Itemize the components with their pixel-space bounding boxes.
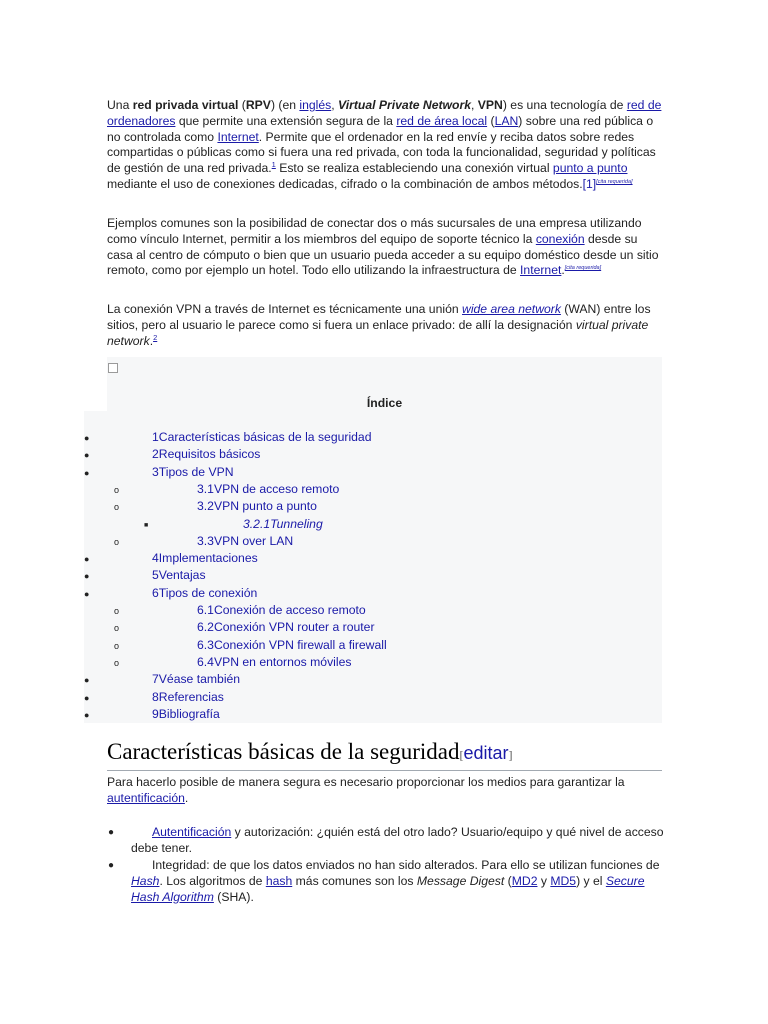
toc-label: VPN punto a punto bbox=[213, 499, 317, 514]
toc-number: 2 bbox=[152, 447, 159, 462]
toc-label: Conexión VPN firewall a firewall bbox=[213, 637, 387, 652]
cita-requerida[interactable]: [cita requerida] bbox=[596, 178, 633, 185]
toc-label: VPN over LAN bbox=[213, 533, 294, 548]
toc-item-7[interactable] bbox=[152, 672, 240, 688]
list-bullet: ● bbox=[108, 827, 115, 838]
toc-number: 3.3 bbox=[197, 533, 214, 548]
toc-label: Tipos de conexión bbox=[158, 585, 258, 600]
toc-item-3-1[interactable] bbox=[197, 482, 339, 498]
intro-paragraph-1: Una red privada virtual (RPV) (en inglés, Virtual Private Network, VPN) es una tecnología de red de ordenadores que permite una extensión segura de la red de área local (LAN) sobre una red pública o no controlada como Internet. Permite que el ordenador en la red envíe y reciba datos sobre redes compartidas o públicas como si fuera una red privada, con toda la funcionalidad, seguridad y políticas de gestión de una red privada.$^1$ Esto se realiza estableciendo una conexión virtual punto a punto mediante el uso de conexiones dedicadas, cifrado o la combinación de ambos métodos.[1][cita requerida] bbox=[107, 98, 662, 191]
toc-item-3-2[interactable] bbox=[197, 499, 317, 515]
reference-1[interactable]: [1] bbox=[582, 176, 597, 191]
toc-bullet: ● bbox=[84, 571, 90, 582]
cita-requerida-2[interactable]: [cita requerida] bbox=[564, 265, 602, 272]
toc-item-5[interactable] bbox=[152, 568, 206, 584]
toc-label: Implementaciones bbox=[158, 551, 258, 566]
toc-bullet: o bbox=[114, 640, 120, 651]
intro-paragraph-3: La conexión VPN a través de Internet es técnicamente una unión wide area network (WAN) entre los sitios, pero al usuario le parece como si fuera un enlace privado: de allí la designación virtual private network.$^2$ bbox=[107, 302, 651, 348]
link-internet[interactable]: Internet bbox=[217, 129, 259, 144]
toc-bullet: ■ bbox=[144, 521, 149, 529]
toc-item-2[interactable] bbox=[152, 447, 260, 463]
toc-number: 3 bbox=[152, 464, 159, 479]
toc-bullet: ● bbox=[84, 709, 90, 720]
toc-number: 8 bbox=[152, 689, 159, 704]
link-hash-2[interactable]: hash bbox=[265, 873, 293, 888]
toc-number: 3.2 bbox=[197, 499, 214, 514]
link-autentificacion[interactable]: autentificación bbox=[107, 790, 185, 805]
term-rpv: red privada virtual bbox=[132, 98, 239, 112]
toc-item-9[interactable] bbox=[152, 707, 220, 723]
toc-label: Ventajas bbox=[158, 568, 206, 583]
list-item-integridad: Integridad: de que los datos enviados no han sido alterados. Para ello se utilizan funciones de Hash. Los algoritmos de hash más comunes son los Message Digest (MD2 y MD5) y el Secure Hash Algorithm (SHA). bbox=[131, 858, 660, 904]
toc-number: 6.4 bbox=[197, 654, 214, 669]
toc-item-4[interactable] bbox=[152, 551, 258, 567]
toc-number: 6 bbox=[152, 585, 159, 600]
toc-label: Referencias bbox=[158, 689, 224, 704]
toc-bullet: o bbox=[114, 502, 120, 513]
link-punto-a-punto[interactable]: punto a punto bbox=[552, 161, 628, 176]
toc-bullet: ● bbox=[84, 692, 90, 703]
toc-label: Tipos de VPN bbox=[158, 464, 234, 479]
link-lan[interactable]: LAN bbox=[494, 113, 519, 128]
toc-label: Características básicas de la seguridad bbox=[158, 430, 372, 444]
toc-label: Tunneling bbox=[270, 516, 323, 531]
toc-toggle-checkbox[interactable] bbox=[108, 363, 118, 373]
toc-label: Bibliografía bbox=[158, 706, 220, 721]
link-red-de-area-local[interactable]: red de área local bbox=[396, 113, 488, 128]
toc-label: Conexión VPN router a router bbox=[213, 620, 375, 635]
link-md5[interactable]: MD5 bbox=[550, 873, 577, 888]
toc-bullet: ● bbox=[84, 554, 90, 565]
toc-label: Conexión de acceso remoto bbox=[213, 603, 366, 617]
section-paragraph: Para hacerlo posible de manera segura es necesario proporcionar los medios para garantizar la autentificación. bbox=[107, 775, 625, 805]
toc-item-3-3[interactable] bbox=[197, 534, 293, 550]
toc-bullet: ● bbox=[84, 450, 90, 461]
edit-section-link[interactable]: editar bbox=[463, 743, 509, 763]
toc-bullet: ● bbox=[84, 675, 90, 686]
toc-number: 1 bbox=[152, 430, 159, 444]
link-wide-area-network[interactable]: wide area network bbox=[462, 302, 561, 316]
toc-number: 6.3 bbox=[197, 637, 214, 652]
toc-bullet: ● bbox=[84, 433, 90, 443]
toc-bullet: o bbox=[114, 606, 120, 616]
link-hash[interactable]: Hash bbox=[131, 873, 160, 888]
toc-label: Véase también bbox=[158, 672, 241, 687]
toc-item-6-3[interactable] bbox=[197, 638, 387, 654]
link-ingles[interactable]: inglés bbox=[299, 98, 332, 112]
toc-item-1[interactable] bbox=[152, 430, 372, 446]
link-internet-2[interactable]: Internet bbox=[520, 263, 562, 278]
list-bullet: ● bbox=[108, 860, 115, 871]
link-autentificacion-2[interactable]: Autentificación bbox=[152, 825, 232, 839]
toc-number: 5 bbox=[152, 568, 159, 583]
toc-number: 9 bbox=[152, 706, 159, 721]
toc-bullet: ● bbox=[84, 588, 90, 599]
list-item-autentificacion: Autentificación y autorización: ¿quién está del otro lado? Usuario/equipo y qué nivel de acceso debe tener. bbox=[131, 825, 664, 855]
toc-bullet: o bbox=[114, 536, 120, 547]
toc-bullet: o bbox=[114, 623, 120, 634]
toc-title: Índice bbox=[366, 396, 403, 410]
link-sha[interactable]: Secure Hash Algorithm bbox=[131, 873, 645, 904]
link-red-de-ordenadores[interactable]: red de ordenadores bbox=[107, 98, 662, 128]
toc-number: 4 bbox=[152, 551, 159, 566]
toc-item-6-2[interactable] bbox=[197, 620, 375, 636]
toc-label: VPN en entornos móviles bbox=[213, 654, 352, 669]
toc-number: 6.1 bbox=[197, 603, 214, 617]
toc-item-8[interactable] bbox=[152, 690, 224, 706]
footnote-1[interactable]: 1 bbox=[271, 160, 276, 170]
toc-item-3-2-1[interactable] bbox=[243, 517, 323, 533]
toc-label: VPN de acceso remoto bbox=[213, 481, 340, 496]
toc-bullet: o bbox=[114, 484, 120, 495]
toc-number: 7 bbox=[152, 672, 159, 687]
footnote-2[interactable]: 2 bbox=[153, 332, 158, 342]
intro-paragraph-2: Ejemplos comunes son la posibilidad de conectar dos o más sucursales de una empresa utilizando como vínculo Internet, permitir a los miembros del equipo de soporte técnico la conexión desde su casa al centro de cómputo o bien que un usuario pueda acceder a su equipo doméstico desde un sitio remoto, como por ejemplo un hotel. Todo ello utilizando la infraestructura de Internet.[cita requerida] bbox=[107, 216, 659, 278]
link-md2[interactable]: MD2 bbox=[511, 873, 538, 888]
link-conexion[interactable]: conexión bbox=[535, 231, 585, 246]
toc-bullet: ● bbox=[84, 467, 90, 478]
toc-item-3[interactable] bbox=[152, 465, 234, 481]
toc-item-6-1[interactable] bbox=[197, 603, 366, 619]
toc-bullet: o bbox=[114, 657, 120, 668]
section-heading: Características básicas de la seguridad[editar] bbox=[107, 737, 662, 771]
toc-number: 3.1 bbox=[197, 481, 214, 496]
toc-label: Requisitos básicos bbox=[158, 447, 261, 462]
toc-number: 3.2.1 bbox=[243, 516, 271, 531]
toc-item-6[interactable] bbox=[152, 586, 257, 602]
table-of-contents bbox=[107, 357, 662, 723]
toc-item-6-4[interactable] bbox=[197, 655, 351, 671]
toc-number: 6.2 bbox=[197, 620, 214, 635]
